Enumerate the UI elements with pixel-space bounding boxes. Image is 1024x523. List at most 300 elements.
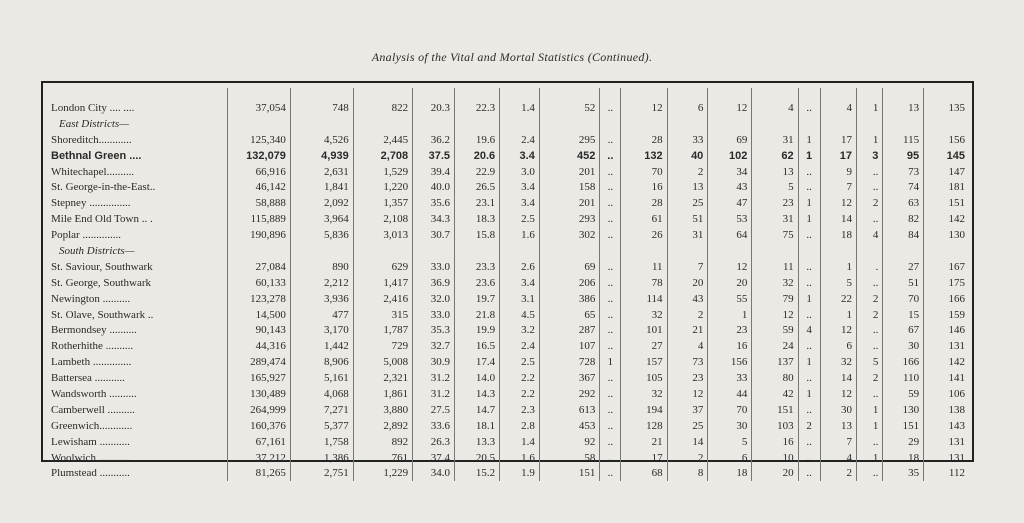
table-cell: 30.9 <box>413 354 455 370</box>
table-cell: 142 <box>924 354 969 370</box>
table-cell: 146 <box>924 322 969 338</box>
table-cell: 1 <box>798 211 820 227</box>
table-cell: 3.4 <box>500 179 540 195</box>
table-cell: 2.2 <box>500 386 540 402</box>
table-cell: 4 <box>820 450 856 466</box>
table-cell: 74 <box>883 179 924 195</box>
table-cell: 5,836 <box>290 227 353 243</box>
table-cell: 69 <box>539 259 600 275</box>
table-cell: .. <box>856 338 882 354</box>
table-row <box>47 227 969 243</box>
table-cell: 4 <box>856 227 882 243</box>
district-name: Newington .......... <box>51 292 131 305</box>
table-cell: 190,896 <box>228 227 291 243</box>
table-cell: 40.0 <box>413 179 455 195</box>
table-cell: 728 <box>539 354 600 370</box>
table-row <box>47 354 969 370</box>
table-cell: 2,631 <box>290 164 353 180</box>
table-cell: 2,092 <box>290 195 353 211</box>
table-cell: 20 <box>708 275 752 291</box>
table-cell: 151 <box>752 402 798 418</box>
table-cell: 58,888 <box>228 195 291 211</box>
table-cell: 2,708 <box>353 148 412 164</box>
table-cell: 130 <box>924 227 969 243</box>
table-cell: 201 <box>539 195 600 211</box>
table-cell: .. <box>798 307 820 323</box>
table-cell: 73 <box>883 164 924 180</box>
table-cell: 1.6 <box>500 450 540 466</box>
table-cell: 23 <box>667 370 708 386</box>
table-cell: 1 <box>708 307 752 323</box>
table-cell: .. <box>856 434 882 450</box>
table-cell: 14 <box>820 211 856 227</box>
table-cell: 16 <box>752 434 798 450</box>
table-cell: 3,880 <box>353 402 412 418</box>
table-cell: 30 <box>708 418 752 434</box>
table-cell: 14.0 <box>455 370 500 386</box>
table-cell: 21 <box>621 434 667 450</box>
table-cell: 44,316 <box>228 338 291 354</box>
table-cell: 33 <box>708 370 752 386</box>
table-cell: 1,220 <box>353 179 412 195</box>
table-cell: 1 <box>856 450 882 466</box>
district-name: Poplar .............. <box>51 229 121 242</box>
table-cell: 17 <box>820 132 856 148</box>
table-cell: 79 <box>752 291 798 307</box>
table-cell: 64 <box>708 227 752 243</box>
table-cell: .. <box>600 275 621 291</box>
table-cell: 32 <box>621 307 667 323</box>
table-cell: 44 <box>708 386 752 402</box>
table-cell: 16 <box>621 179 667 195</box>
table-cell: .. <box>856 465 882 481</box>
table-cell: 46,142 <box>228 179 291 195</box>
table-cell: 67,161 <box>228 434 291 450</box>
table-cell: 37.5 <box>413 148 455 164</box>
district-name: Shoreditch............ <box>51 133 132 146</box>
table-cell: 62 <box>752 148 798 164</box>
table-cell: 22 <box>820 291 856 307</box>
table-cell: 32 <box>820 354 856 370</box>
table-row <box>47 418 969 434</box>
table-cell: 3,936 <box>290 291 353 307</box>
table-cell: 25 <box>667 195 708 211</box>
table-cell: 138 <box>924 402 969 418</box>
table-row <box>47 291 969 307</box>
table-row <box>47 307 969 323</box>
table-cell: 65 <box>539 307 600 323</box>
table-cell: 289,474 <box>228 354 291 370</box>
table-cell: 68 <box>621 465 667 481</box>
table-cell: 51 <box>883 275 924 291</box>
table-cell: 37,054 <box>228 88 291 116</box>
table-cell: 13 <box>883 88 924 116</box>
table-cell: 3,013 <box>353 227 412 243</box>
table-cell: 2 <box>798 418 820 434</box>
table-cell: 166 <box>883 354 924 370</box>
table-cell: 2.8 <box>500 418 540 434</box>
table-cell: 5,377 <box>290 418 353 434</box>
table-cell: 1 <box>856 418 882 434</box>
table-cell: 194 <box>621 402 667 418</box>
district-name: Whitechapel.......... <box>51 165 135 178</box>
table-cell: 40 <box>667 148 708 164</box>
table-cell: 287 <box>539 322 600 338</box>
table-cell: 70 <box>708 402 752 418</box>
table-cell: 32 <box>621 386 667 402</box>
table-cell: 12 <box>820 195 856 211</box>
table-cell: 1 <box>856 132 882 148</box>
table-cell: 2,445 <box>353 132 412 148</box>
table-cell: .. <box>600 164 621 180</box>
table-cell: 8,906 <box>290 354 353 370</box>
table-cell: 36.2 <box>413 132 455 148</box>
table-cell: 1.4 <box>500 434 540 450</box>
table-cell: 175 <box>924 275 969 291</box>
table-cell: .. <box>798 164 820 180</box>
table-cell: 22.3 <box>455 88 500 116</box>
table-cell: 52 <box>539 88 600 116</box>
table-cell: .. <box>798 275 820 291</box>
table-cell: 2 <box>856 307 882 323</box>
table-cell: 2,108 <box>353 211 412 227</box>
table-cell: 159 <box>924 307 969 323</box>
table-cell: 142 <box>924 211 969 227</box>
table-cell: 16 <box>708 338 752 354</box>
table-cell: 1 <box>820 259 856 275</box>
table-cell: 43 <box>667 291 708 307</box>
table-cell: 4,526 <box>290 132 353 148</box>
table-cell: 107 <box>539 338 600 354</box>
table-row <box>47 322 969 338</box>
table-cell: 34.3 <box>413 211 455 227</box>
table-cell: 890 <box>290 259 353 275</box>
table-cell: .. <box>798 434 820 450</box>
table-cell: 386 <box>539 291 600 307</box>
table-cell: 27,084 <box>228 259 291 275</box>
table-cell: 23 <box>708 322 752 338</box>
section-header-row <box>47 243 969 259</box>
table-cell: 2 <box>667 450 708 466</box>
table-cell: 1,758 <box>290 434 353 450</box>
table-cell: 4,068 <box>290 386 353 402</box>
table-cell: 3,964 <box>290 211 353 227</box>
table-cell: .. <box>798 450 820 466</box>
table-cell: 33.6 <box>413 418 455 434</box>
table-cell: 7,271 <box>290 402 353 418</box>
table-cell: 103 <box>752 418 798 434</box>
table-cell: 35.3 <box>413 322 455 338</box>
table-cell: 12 <box>708 88 752 116</box>
table-cell: 69 <box>708 132 752 148</box>
table-cell: 5 <box>820 275 856 291</box>
table-row <box>47 132 969 148</box>
table-cell: 1.6 <box>500 227 540 243</box>
table-cell: 141 <box>924 370 969 386</box>
table-row <box>47 275 969 291</box>
table-cell: 12 <box>621 88 667 116</box>
district-name: Bermondsey .......... <box>51 324 137 337</box>
district-name: Rotherhithe .......... <box>51 340 134 353</box>
table-cell: 1,787 <box>353 322 412 338</box>
table-cell: .. <box>798 88 820 116</box>
table-cell: 8 <box>667 465 708 481</box>
district-name: Lewisham ........... <box>51 435 130 448</box>
table-cell: 477 <box>290 307 353 323</box>
table-row <box>47 465 969 481</box>
table-cell: 20.3 <box>413 88 455 116</box>
table-cell: 11 <box>621 259 667 275</box>
table-cell: 2 <box>856 291 882 307</box>
table-cell: 31.2 <box>413 386 455 402</box>
table-cell: 114 <box>621 291 667 307</box>
table-cell: 3.1 <box>500 291 540 307</box>
table-cell: 25 <box>667 418 708 434</box>
table-cell: 2.4 <box>500 132 540 148</box>
table-cell: 60,133 <box>228 275 291 291</box>
section-header-row <box>47 116 969 132</box>
table-cell: 55 <box>708 291 752 307</box>
district-name: Bethnal Green .... <box>51 149 142 162</box>
table-cell: 15.8 <box>455 227 500 243</box>
table-cell: 29 <box>883 434 924 450</box>
table-row <box>47 88 969 116</box>
table-cell: 63 <box>883 195 924 211</box>
table-cell: 18 <box>820 227 856 243</box>
table-cell: .. <box>798 338 820 354</box>
table-cell: 6 <box>820 338 856 354</box>
table-cell: 295 <box>539 132 600 148</box>
table-cell: 293 <box>539 211 600 227</box>
table-cell: 7 <box>820 434 856 450</box>
table-cell: 42 <box>752 386 798 402</box>
table-cell: 761 <box>353 450 412 466</box>
table-cell: 37 <box>667 402 708 418</box>
table-cell: 12 <box>667 386 708 402</box>
section-label: South Districts— <box>59 244 135 257</box>
district-name: London City .... .... <box>51 101 135 114</box>
table-cell: 37,212 <box>228 450 291 466</box>
table-cell: .. <box>600 88 621 116</box>
table-cell: 33.0 <box>413 307 455 323</box>
table-cell: 2 <box>856 370 882 386</box>
table-cell: 1,442 <box>290 338 353 354</box>
district-name: St. Saviour, Southwark <box>51 260 153 273</box>
table-cell: 27 <box>621 338 667 354</box>
table-cell: 5 <box>708 434 752 450</box>
table-cell: 1,229 <box>353 465 412 481</box>
table-cell: 23 <box>752 195 798 211</box>
table-cell: 95 <box>883 148 924 164</box>
table-cell: 35.6 <box>413 195 455 211</box>
table-cell: 23.6 <box>455 275 500 291</box>
table-cell: 2 <box>667 307 708 323</box>
table-row <box>47 370 969 386</box>
table-cell: .. <box>600 259 621 275</box>
table-cell: 24 <box>752 338 798 354</box>
table-cell: .. <box>600 227 621 243</box>
table-cell: 1 <box>798 148 820 164</box>
table-cell: 1 <box>798 291 820 307</box>
table-cell: 5 <box>752 179 798 195</box>
table-cell: 9 <box>820 164 856 180</box>
table-cell: .. <box>798 179 820 195</box>
table-cell: .. <box>600 307 621 323</box>
table-cell: 110 <box>883 370 924 386</box>
table-cell: .. <box>798 402 820 418</box>
table-cell: 10 <box>752 450 798 466</box>
table-cell: 3.4 <box>500 195 540 211</box>
district-name: Stepney ............... <box>51 197 131 210</box>
table-row <box>47 259 969 275</box>
table-cell: .. <box>600 211 621 227</box>
table-cell: 1,386 <box>290 450 353 466</box>
table-cell: 3.4 <box>500 275 540 291</box>
table-cell: 80 <box>752 370 798 386</box>
table-cell: 75 <box>752 227 798 243</box>
table-row <box>47 386 969 402</box>
table-cell: 1 <box>600 354 621 370</box>
table-cell: 15.2 <box>455 465 500 481</box>
table-cell: 14.7 <box>455 402 500 418</box>
table-cell: 1 <box>856 402 882 418</box>
table-cell: 14 <box>820 370 856 386</box>
table-cell: .. <box>600 338 621 354</box>
table-cell: 4 <box>798 322 820 338</box>
table-cell: 2,321 <box>353 370 412 386</box>
table-cell: 61 <box>621 211 667 227</box>
table-cell: .. <box>798 370 820 386</box>
table-row <box>47 179 969 195</box>
table-cell: .. <box>856 164 882 180</box>
table-cell: 90,143 <box>228 322 291 338</box>
table-cell: 1,841 <box>290 179 353 195</box>
table-cell: 115,889 <box>228 211 291 227</box>
table-cell: 1,357 <box>353 195 412 211</box>
table-row <box>47 338 969 354</box>
table-cell: 70 <box>621 164 667 180</box>
table-cell: .. <box>600 195 621 211</box>
table-cell: 4,939 <box>290 148 353 164</box>
table-cell: 13 <box>752 164 798 180</box>
table-cell: 14,500 <box>228 307 291 323</box>
table-cell: 131 <box>924 450 969 466</box>
table-cell: .. <box>798 227 820 243</box>
table-cell: 21.8 <box>455 307 500 323</box>
table-cell: 14 <box>667 434 708 450</box>
table-cell: 14.3 <box>455 386 500 402</box>
table-cell: 20 <box>667 275 708 291</box>
statistics-table <box>47 88 969 481</box>
table-cell: 201 <box>539 164 600 180</box>
table-cell: 1,861 <box>353 386 412 402</box>
table-cell: 157 <box>621 354 667 370</box>
table-cell: .. <box>600 370 621 386</box>
table-cell: .. <box>600 465 621 481</box>
table-row <box>47 434 969 450</box>
table-cell: 30.7 <box>413 227 455 243</box>
table-cell: 78 <box>621 275 667 291</box>
table-cell: .. <box>600 402 621 418</box>
table-cell: 18.1 <box>455 418 500 434</box>
table-cell: 28 <box>621 195 667 211</box>
table-cell: 84 <box>883 227 924 243</box>
table-cell: 302 <box>539 227 600 243</box>
table-cell: 67 <box>883 322 924 338</box>
table-row <box>47 195 969 211</box>
table-cell: 7 <box>667 259 708 275</box>
table-cell: 20.5 <box>455 450 500 466</box>
table-cell: 12 <box>820 322 856 338</box>
table-cell: 130 <box>883 402 924 418</box>
table-cell: 59 <box>752 322 798 338</box>
table-cell: 5,008 <box>353 354 412 370</box>
table-cell: 59 <box>883 386 924 402</box>
table-cell: 32.0 <box>413 291 455 307</box>
table-cell: 31.2 <box>413 370 455 386</box>
district-name: St. George-in-the-East.. <box>51 181 156 194</box>
district-name: St. Olave, Southwark .. <box>51 308 154 321</box>
table-cell: .. <box>600 434 621 450</box>
table-cell: 28 <box>621 132 667 148</box>
table-cell: 147 <box>924 164 969 180</box>
table-cell: 2,212 <box>290 275 353 291</box>
table-cell: 70 <box>883 291 924 307</box>
district-name: Woolwich ............ <box>51 451 132 464</box>
table-cell: 32.7 <box>413 338 455 354</box>
table-cell: 3.0 <box>500 164 540 180</box>
table-cell: 123,278 <box>228 291 291 307</box>
table-cell: 1,529 <box>353 164 412 180</box>
table-cell: 92 <box>539 434 600 450</box>
table-row <box>47 402 969 418</box>
table-cell: 132,079 <box>228 148 291 164</box>
district-name: Greenwich............ <box>51 419 133 432</box>
table-cell: 2 <box>667 164 708 180</box>
table-cell: 16.5 <box>455 338 500 354</box>
table-cell: 27.5 <box>413 402 455 418</box>
table-cell: 629 <box>353 259 412 275</box>
table-cell: 2.3 <box>500 402 540 418</box>
table-cell: 27 <box>883 259 924 275</box>
table-cell: 7 <box>820 179 856 195</box>
table-cell: 30 <box>820 402 856 418</box>
table-cell: 2 <box>820 465 856 481</box>
table-cell: 156 <box>708 354 752 370</box>
table-cell: 35 <box>883 465 924 481</box>
table-cell: 137 <box>752 354 798 370</box>
table-cell: 34.0 <box>413 465 455 481</box>
table-cell: .. <box>600 179 621 195</box>
table-cell: 748 <box>290 88 353 116</box>
table-cell: 82 <box>883 211 924 227</box>
table-cell: 131 <box>924 338 969 354</box>
table-cell: 5 <box>856 354 882 370</box>
table-cell: .. <box>600 322 621 338</box>
table-cell: 453 <box>539 418 600 434</box>
table-cell: 2.4 <box>500 338 540 354</box>
table-cell: .. <box>856 275 882 291</box>
table-cell: 12 <box>820 386 856 402</box>
table-cell: 1 <box>798 386 820 402</box>
table-cell: 2.5 <box>500 354 540 370</box>
table-cell: 13.3 <box>455 434 500 450</box>
table-cell: 158 <box>539 179 600 195</box>
table-cell: 452 <box>539 148 600 164</box>
table-cell: 167 <box>924 259 969 275</box>
table-cell: 36.9 <box>413 275 455 291</box>
table-cell: 19.6 <box>455 132 500 148</box>
